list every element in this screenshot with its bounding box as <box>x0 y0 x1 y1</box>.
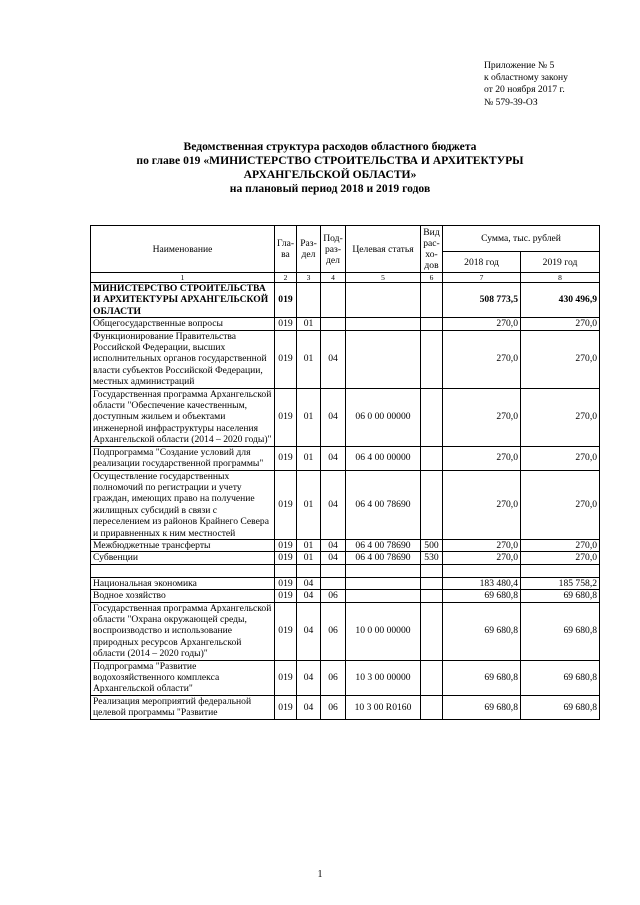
row-2019: 270,0 <box>521 330 600 388</box>
row-name: Осуществление государственных полномочий по регистрации и учету граждан, имеющих право на получение жилищных субсидий в связи с переселением из районов Крайнего Севера и приравненных к ним местностей <box>91 470 275 539</box>
row-2018: 270,0 <box>443 446 521 470</box>
row-name: Подпрограмма "Развитие водохозяйственного комплекса Архангельской области" <box>91 660 275 695</box>
table-row <box>91 470 600 539</box>
row-article <box>346 318 421 330</box>
row-podrazdel <box>321 318 346 330</box>
title-line: по главе 019 «МИНИСТЕРСТВО СТРОИТЕЛЬСТВА И АРХИТЕКТУРЫ <box>136 154 524 167</box>
row-razdel: 01 <box>297 388 321 446</box>
row-vid: 500 <box>421 539 443 551</box>
title-line: Ведомственная структура расходов областного бюджета <box>183 140 477 153</box>
column-number: 2 <box>275 273 297 283</box>
row-2018: 270,0 <box>443 539 521 551</box>
row-name: Водное хозяйство <box>91 590 275 602</box>
row-2018: 183 480,4 <box>443 577 521 589</box>
row-glava: 019 <box>275 539 297 551</box>
row-razdel <box>297 283 321 318</box>
row-podrazdel: 06 <box>321 590 346 602</box>
row-podrazdel: 06 <box>321 602 346 660</box>
appendix-note <box>484 60 624 109</box>
table-row-empty <box>91 564 600 577</box>
row-2019: 270,0 <box>521 552 600 564</box>
row-razdel: 04 <box>297 590 321 602</box>
row-glava: 019 <box>275 577 297 589</box>
row-glava: 019 <box>275 590 297 602</box>
row-2019: 185 758,2 <box>521 577 600 589</box>
row-2018: 270,0 <box>443 318 521 330</box>
row-razdel: 01 <box>297 552 321 564</box>
row-glava: 019 <box>275 330 297 388</box>
row-article: 10 3 00 00000 <box>346 660 421 695</box>
row-vid <box>421 564 443 577</box>
row-2019: 69 680,8 <box>521 602 600 660</box>
table-row <box>91 388 600 446</box>
row-name: Национальная экономика <box>91 577 275 589</box>
row-article: 06 4 00 78690 <box>346 552 421 564</box>
title-line: АРХАНГЕЛЬСКОЙ ОБЛАСТИ» <box>243 168 417 181</box>
row-article: 06 4 00 78690 <box>346 470 421 539</box>
table-row <box>91 602 600 660</box>
row-2018: 270,0 <box>443 552 521 564</box>
row-name <box>91 564 275 577</box>
header-glava: Гла-ва <box>275 226 297 273</box>
row-razdel: 04 <box>297 602 321 660</box>
row-article: 10 3 00 R0160 <box>346 695 421 719</box>
row-vid <box>421 388 443 446</box>
table-row <box>91 695 600 719</box>
header-razdel: Раз-дел <box>297 226 321 273</box>
header-2018: 2018 год <box>443 252 521 273</box>
row-2019: 270,0 <box>521 446 600 470</box>
column-number: 8 <box>521 273 600 283</box>
column-number: 6 <box>421 273 443 283</box>
column-number: 7 <box>443 273 521 283</box>
row-name: Государственная программа Архангельской области "Охрана окружающей среды, воспроизводство и использование природных ресурсов Архангельской области (2014 – 2020 годы)" <box>91 602 275 660</box>
column-number: 4 <box>321 273 346 283</box>
row-razdel: 01 <box>297 539 321 551</box>
row-2019 <box>521 564 600 577</box>
title-line: на плановый период 2018 и 2019 годов <box>229 182 431 195</box>
row-glava <box>275 564 297 577</box>
row-glava: 019 <box>275 695 297 719</box>
row-glava: 019 <box>275 602 297 660</box>
row-article <box>346 590 421 602</box>
row-2019: 430 496,9 <box>521 283 600 318</box>
row-podrazdel: 04 <box>321 470 346 539</box>
row-2018: 69 680,8 <box>443 695 521 719</box>
row-vid: 530 <box>421 552 443 564</box>
row-vid <box>421 318 443 330</box>
row-2018: 69 680,8 <box>443 660 521 695</box>
row-name: Функционирование Правительства Российской Федерации, высших исполнительных органов государственной власти субъектов Российской Федерации, местных администраций <box>91 330 275 388</box>
row-razdel: 04 <box>297 660 321 695</box>
row-2019: 69 680,8 <box>521 660 600 695</box>
budget-table <box>90 225 600 720</box>
row-podrazdel: 06 <box>321 695 346 719</box>
row-razdel <box>297 564 321 577</box>
row-razdel: 01 <box>297 318 321 330</box>
row-razdel: 01 <box>297 470 321 539</box>
column-number: 5 <box>346 273 421 283</box>
table-row <box>91 539 600 551</box>
row-podrazdel: 04 <box>321 539 346 551</box>
row-vid <box>421 283 443 318</box>
row-glava: 019 <box>275 470 297 539</box>
row-vid <box>421 695 443 719</box>
row-2018: 270,0 <box>443 470 521 539</box>
row-name: МИНИСТЕРСТВО СТРОИТЕЛЬСТВА И АРХИТЕКТУРЫ АРХАНГЕЛЬСКОЙ ОБЛАСТИ <box>91 283 275 318</box>
row-article: 10 0 00 00000 <box>346 602 421 660</box>
row-glava: 019 <box>275 283 297 318</box>
row-glava: 019 <box>275 388 297 446</box>
appendix-line: № 579-39-ОЗ <box>484 96 538 108</box>
row-name: Межбюджетные трансферты <box>91 539 275 551</box>
row-vid <box>421 446 443 470</box>
row-2018: 69 680,8 <box>443 590 521 602</box>
row-article: 06 4 00 78690 <box>346 539 421 551</box>
row-2019: 270,0 <box>521 470 600 539</box>
row-vid <box>421 470 443 539</box>
table-row <box>91 590 600 602</box>
row-podrazdel <box>321 577 346 589</box>
row-2018: 69 680,8 <box>443 602 521 660</box>
row-vid <box>421 590 443 602</box>
table-row <box>91 446 600 470</box>
header-podrazdel: Под-раз-дел <box>321 226 346 273</box>
row-article: 06 0 00 00000 <box>346 388 421 446</box>
row-glava: 019 <box>275 660 297 695</box>
row-article <box>346 577 421 589</box>
row-article <box>346 283 421 318</box>
appendix-line: к областному закону <box>484 72 568 84</box>
row-podrazdel: 04 <box>321 552 346 564</box>
row-2018 <box>443 564 521 577</box>
row-2018: 508 773,5 <box>443 283 521 318</box>
row-2018: 270,0 <box>443 330 521 388</box>
appendix-line: Приложение № 5 <box>484 60 555 71</box>
header-name: Наименование <box>91 226 275 273</box>
table-row <box>91 552 600 564</box>
row-podrazdel: 06 <box>321 660 346 695</box>
header-vid: Вид рас-хо-дов <box>421 226 443 273</box>
row-name: Государственная программа Архангельской области "Обеспечение качественным, доступным жильем и объектами инженерной инфраструктуры населения Архангельской области (2014 – 2020 годы)" <box>91 388 275 446</box>
row-2019: 69 680,8 <box>521 590 600 602</box>
row-razdel: 01 <box>297 330 321 388</box>
row-vid <box>421 660 443 695</box>
row-vid <box>421 330 443 388</box>
row-2019: 270,0 <box>521 539 600 551</box>
row-podrazdel: 04 <box>321 388 346 446</box>
row-razdel: 04 <box>297 577 321 589</box>
row-vid <box>421 602 443 660</box>
row-name: Подпрограмма "Создание условий для реализации государственной программы" <box>91 446 275 470</box>
row-2019: 69 680,8 <box>521 695 600 719</box>
row-article <box>346 564 421 577</box>
row-podrazdel <box>321 283 346 318</box>
row-article <box>346 330 421 388</box>
header-sum: Сумма, тыс. рублей <box>443 226 600 252</box>
row-razdel: 04 <box>297 695 321 719</box>
row-2019: 270,0 <box>521 318 600 330</box>
header-2019: 2019 год <box>521 252 600 273</box>
table-row <box>91 283 600 318</box>
row-name: Субвенции <box>91 552 275 564</box>
table-row <box>91 318 600 330</box>
header-article: Целевая статья <box>346 226 421 273</box>
row-glava: 019 <box>275 446 297 470</box>
row-glava: 019 <box>275 318 297 330</box>
table-row <box>91 660 600 695</box>
row-podrazdel: 04 <box>321 446 346 470</box>
appendix-line: от 20 ноября 2017 г. <box>484 84 565 96</box>
row-podrazdel: 04 <box>321 330 346 388</box>
row-vid <box>421 577 443 589</box>
row-name: Реализация мероприятий федеральной целевой программы "Развитие <box>91 695 275 719</box>
table-row <box>91 577 600 589</box>
row-razdel: 01 <box>297 446 321 470</box>
document-title <box>90 140 570 196</box>
row-article: 06 4 00 00000 <box>346 446 421 470</box>
row-2019: 270,0 <box>521 388 600 446</box>
row-name: Общегосударственные вопросы <box>91 318 275 330</box>
row-2018: 270,0 <box>443 388 521 446</box>
page-number: 1 <box>317 869 323 880</box>
row-glava: 019 <box>275 552 297 564</box>
column-number: 1 <box>91 273 275 283</box>
column-number: 3 <box>297 273 321 283</box>
row-podrazdel <box>321 564 346 577</box>
table-row <box>91 330 600 388</box>
